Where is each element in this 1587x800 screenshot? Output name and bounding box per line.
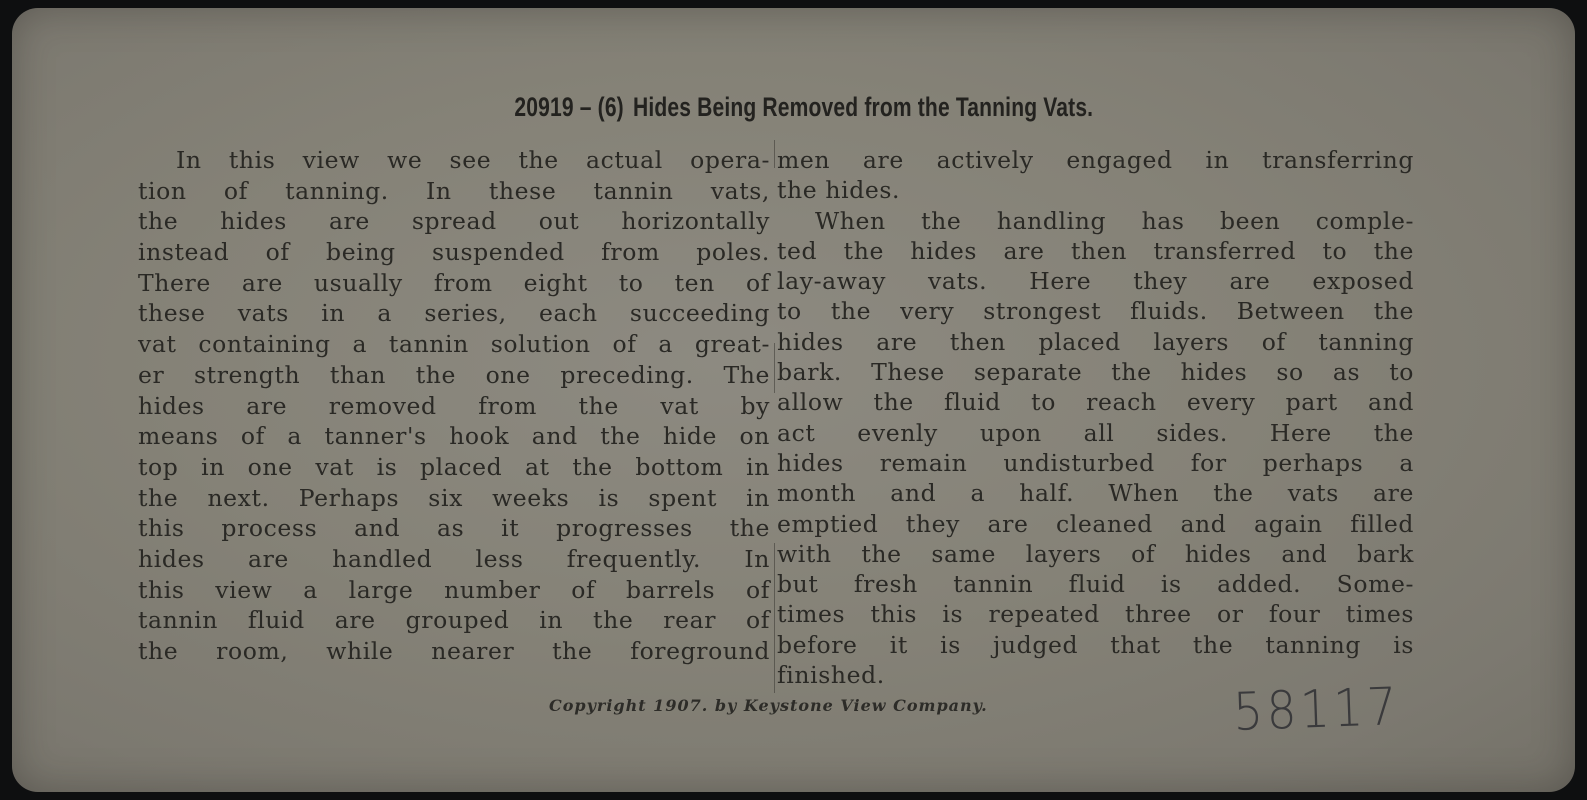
column-divider-middle bbox=[774, 343, 775, 393]
text-line: There are usually from eight to ten of bbox=[138, 268, 770, 297]
text-line: top in one vat is placed at the bottom in bbox=[138, 452, 770, 481]
text-line: lay-away vats. Here they are exposed bbox=[777, 267, 1414, 296]
title-text: Hides Being Removed from the Tanning Vats. bbox=[632, 92, 1094, 122]
text-line: tion of tanning. In these tannin vats, bbox=[138, 176, 770, 205]
text-line: bark. These separate the hides so as to bbox=[777, 358, 1414, 387]
right-text-column bbox=[777, 145, 1414, 690]
left-text-column bbox=[138, 145, 770, 667]
text-line: hides are then placed layers of tanning bbox=[777, 327, 1414, 356]
text-line: but fresh tannin fluid is added. Some- bbox=[777, 570, 1414, 599]
text-line: hides are handled less frequently. In bbox=[138, 544, 770, 573]
text-line: month and a half. When the vats are bbox=[777, 479, 1414, 508]
copyright-notice: Copyright 1907. by Keystone View Company. bbox=[549, 696, 988, 715]
text-line: this process and as it progresses the bbox=[138, 514, 770, 543]
text-line: allow the fluid to reach every part and bbox=[777, 388, 1414, 417]
text-line: When the handling has been comple- bbox=[815, 206, 1414, 235]
text-line: act evenly upon all sides. Here the bbox=[777, 418, 1414, 447]
stereograph-card-back bbox=[12, 8, 1575, 792]
catalog-number: 20919 – (6) bbox=[514, 92, 624, 122]
text-line: In this view we see the actual opera- bbox=[176, 146, 770, 174]
text-line: emptied they are cleaned and again filled bbox=[777, 509, 1414, 538]
text-line: the room, while nearer the foreground bbox=[138, 637, 770, 665]
text-line: hides are removed from the vat by bbox=[138, 391, 770, 420]
handwritten-inventory-number: 58117 bbox=[1232, 677, 1402, 743]
text-line: the next. Perhaps six weeks is spent in bbox=[138, 483, 770, 512]
text-line: these vats in a series, each succeeding bbox=[138, 299, 770, 328]
text-line: the hides are spread out horizontally bbox=[138, 207, 770, 236]
text-line: this view a large number of barrels of bbox=[138, 575, 770, 604]
text-line: tannin fluid are grouped in the rear of bbox=[138, 606, 770, 635]
column-divider-upper bbox=[774, 140, 775, 168]
text-line: ted the hides are then transferred to the bbox=[777, 236, 1414, 265]
text-line: instead of being suspended from poles. bbox=[138, 238, 770, 267]
text-line: er strength than the one preceding. The bbox=[138, 360, 770, 389]
text-line: hides remain undisturbed for perhaps a bbox=[777, 448, 1414, 477]
card-title bbox=[194, 92, 1413, 123]
column-divider-lower bbox=[774, 543, 775, 693]
text-line: means of a tanner's hook and the hide on bbox=[138, 422, 770, 451]
text-line: times this is repeated three or four times bbox=[777, 600, 1414, 629]
text-line: with the same layers of hides and bark bbox=[777, 539, 1414, 568]
text-line: to the very strongest fluids. Between the bbox=[777, 297, 1414, 326]
text-line: vat containing a tannin solution of a great- bbox=[138, 330, 770, 359]
text-line: the hides. bbox=[777, 176, 901, 205]
text-line: men are actively engaged in transferring bbox=[777, 146, 1414, 174]
text-line: finished. bbox=[777, 661, 885, 690]
text-line: before it is judged that the tanning is bbox=[777, 630, 1414, 659]
